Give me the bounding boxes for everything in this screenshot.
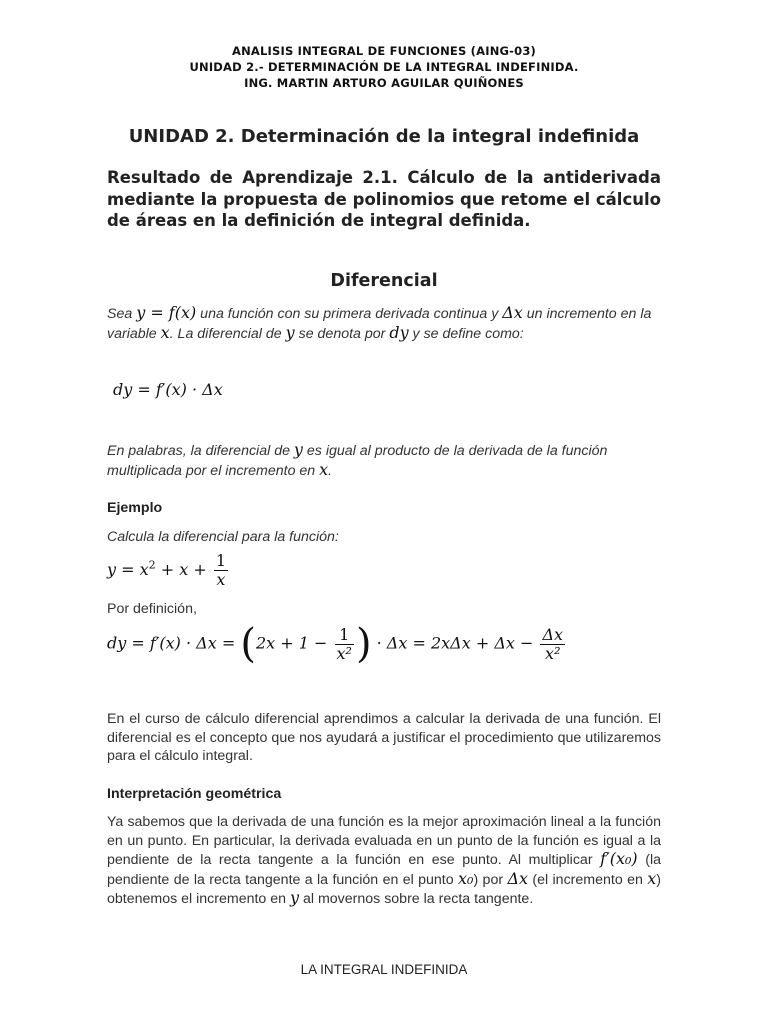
example-heading: Ejemplo [107, 500, 163, 516]
fraction-numerator: 1 [215, 551, 227, 570]
words-text: . [328, 462, 333, 479]
math-inline: Δx [507, 868, 529, 888]
left-paren: ( [240, 621, 256, 667]
header-course: ANALISIS INTEGRAL DE FUNCIONES (AING-03) [231, 44, 537, 58]
math-inline: y [293, 440, 303, 459]
equation-text: + x + [155, 560, 212, 579]
geometric-text: (la pendiente de la recta tangente a la función en el punto [107, 852, 661, 888]
fraction-denominator: x² [336, 643, 352, 663]
intro-text: Sea [107, 306, 137, 322]
equation-text: 2x + 1 − [255, 633, 333, 653]
equation-text: dy = f′(x) · Δx [113, 380, 223, 399]
math-inline: dy [389, 322, 409, 342]
words-paragraph [107, 441, 661, 480]
geometric-paragraph [107, 813, 661, 909]
example-prompt: Calcula la diferencial para la función: [107, 529, 339, 545]
geometric-heading: Interpretación geométrica [107, 786, 282, 802]
section-title-diferencial: Diferencial [330, 271, 438, 291]
words-text: En palabras, la diferencial de [107, 443, 294, 459]
words-text: es igual al producto de la derivada de la función multiplicada por el incremento en [107, 443, 608, 479]
math-inline: y [289, 888, 300, 907]
geometric-text: ) obtenemos el incremento en [107, 871, 661, 907]
intro-text: se denota por [294, 325, 390, 342]
learning-result: Resultado de Aprendizaje 2.1. Cálculo de la antiderivada mediante la propuesta de polinomios que retome el cálculo de áreas en la definición de integral definida. [107, 168, 661, 230]
course-paragraph: En el curso de cálculo diferencial aprendimos a calcular la derivada de una función. El diferencial es el concepto que nos ayudará a justificar el procedimiento que utilizaremos para el cálculo integral. [107, 711, 661, 764]
geometric-text: ) por [473, 871, 508, 888]
fraction-denominator: x² [545, 643, 561, 663]
math-inline: f′(x₀) [600, 849, 638, 868]
function-equation [107, 552, 230, 589]
by-definition-text: Por definición, [107, 601, 197, 617]
header-author: ING. MARTIN ARTURO AGUILAR QUIÑONES [244, 76, 524, 90]
right-paren: ) [355, 621, 372, 667]
math-inline: y [285, 322, 295, 342]
math-inline: y = f(x) [136, 303, 197, 322]
fraction-numerator: Δx [542, 624, 564, 644]
fraction-denominator: x [216, 570, 226, 589]
fraction-numerator: 1 [335, 626, 354, 645]
exponent: 2 [148, 558, 156, 572]
geometric-text: (el incremento en [528, 871, 648, 888]
equation-text: y = x [107, 560, 149, 579]
differential-equation [107, 621, 567, 667]
math-inline: x [319, 459, 329, 479]
intro-text: y se define como: [408, 325, 524, 342]
fraction [540, 626, 565, 663]
unit-title: UNIDAD 2. Determinación de la integral indefinida [128, 126, 640, 147]
math-inline: x [160, 322, 170, 342]
math-inline: Δx [502, 303, 523, 322]
header-unit: UNIDAD 2.- DETERMINACIÓN DE LA INTEGRAL INDEFINIDA. [189, 60, 579, 74]
definition-equation [113, 380, 223, 399]
geometric-text: al movernos sobre la recta tangente. [299, 891, 534, 907]
geometric-text: Ya sabemos que la derivada de una función es la mejor aproximación lineal a la función en un punto. En particular, la derivada evaluada en un punto de la función es igual a la pendiente de la recta tangente a la función en ese punto. Al multiplicar [107, 814, 661, 868]
equation-text: · Δx = 2xΔx + Δx − [371, 633, 539, 653]
math-inline: x [647, 868, 657, 888]
intro-text: . La diferencial de [169, 325, 286, 342]
equation-text: dy = f′(x) · Δx = [107, 633, 241, 653]
intro-text: un incremento en la variable [107, 306, 652, 342]
intro-text: una función con su primera derivada continua y [196, 306, 503, 322]
fraction [214, 552, 228, 589]
fraction [335, 626, 354, 663]
intro-paragraph [107, 304, 661, 343]
math-inline: x₀ [458, 868, 474, 888]
page-footer: LA INTEGRAL INDEFINIDA [300, 962, 468, 977]
